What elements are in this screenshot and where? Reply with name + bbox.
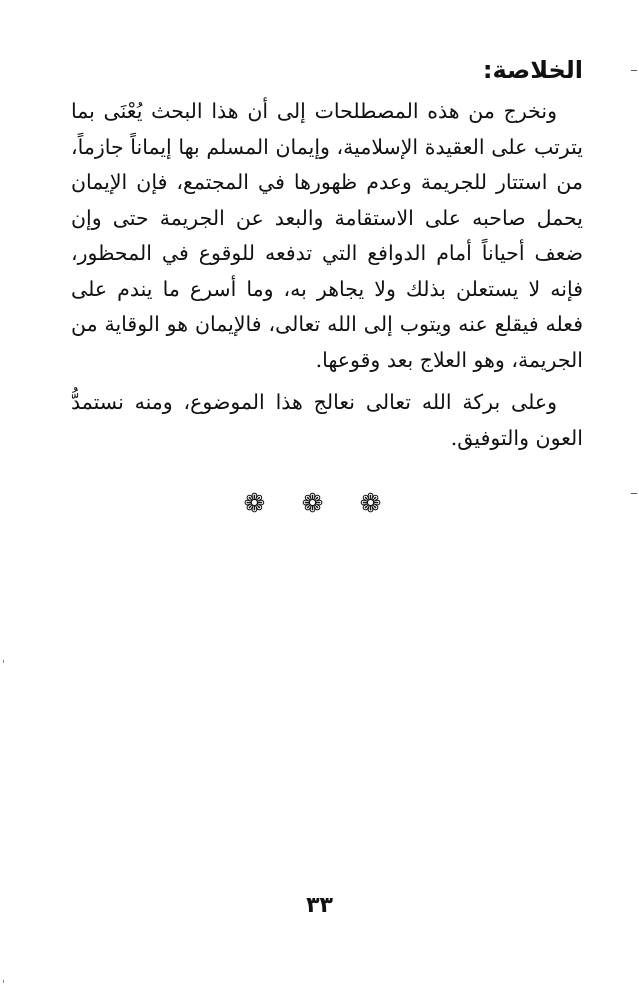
flower-ornament-icon: ❁ <box>243 489 280 519</box>
page-number: ٣٣ <box>306 893 333 918</box>
flower-ornament-icon: ❁ <box>359 489 396 519</box>
paragraph-1-text: ونخرج من هذه المصطلحات إلى أن هذا البحث يُعْنَى بما يترتب على العقيدة الإسلامية، وإيمان المسلم بها إيماناً جازماً، من استتار للجريمة وعدم ظهورها في المجتمع، فإن الإيمان يحمل صاحبه على الاستقامة والبعد عن الجريمة حتى وإن ضعف أحياناً أمام الدوافع التي تدفعه للوقوع في المحظور، فإنه لا يستعلن بذلك ولا يجاهر به، وما أسرع ما يندم على فعله فيقلع عنه ويتوب إلى الله تعالى، فالإيمان هو الوقاية من الجريمة، وهو العلاج بعد وقوعها. <box>71 99 583 372</box>
scan-edge-dot <box>3 660 4 663</box>
scan-edge-dot <box>3 980 4 983</box>
flower-ornament-icon: ❁ <box>301 489 338 519</box>
scan-edge-mark <box>631 493 637 494</box>
section-divider-ornament <box>0 486 639 522</box>
paragraph-1 <box>71 94 583 378</box>
scan-edge-mark <box>631 70 637 71</box>
paragraph-2-text: وعلى بركة الله تعالى نعالج هذا الموضوع، ومنه نستمدُّ العون والتوفيق. <box>71 390 583 450</box>
paragraph-2 <box>71 385 583 456</box>
section-heading: الخلاصة: <box>482 56 583 84</box>
